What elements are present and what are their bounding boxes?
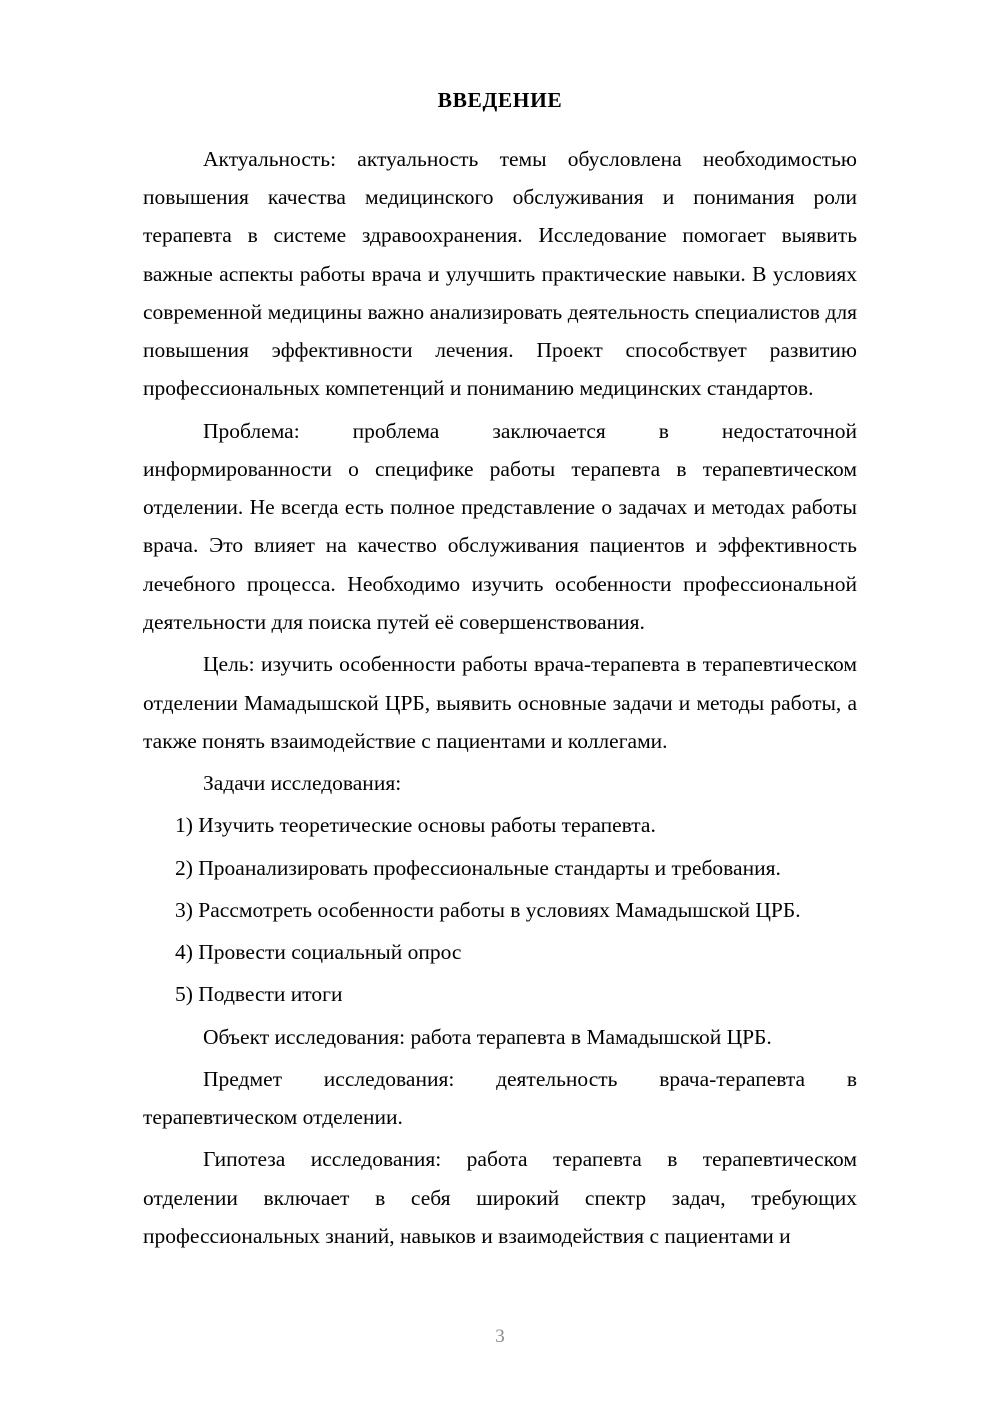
tasks-list [143,806,857,1013]
list-item: 1) Изучить теоретические основы работы терапевта. [175,813,656,838]
paragraph-goal: Цель: изучить особенности работы врача-терапевта в терапевтическом отделении Мамадышской ЦРБ, выявить основные задачи и методы работы, а также понять взаимодействие с пациентами и коллегами. [143,652,857,753]
page-title: ВВЕДЕНИЕ [437,88,563,112]
paragraph-hypothesis: Гипотеза исследования: работа терапевта в терапевтическом отделении включает в себя широкий спектр задач, требующих профессиональных знаний, навыков и взаимодействия с пациентами и [143,1147,857,1248]
page-number: 3 [495,1326,505,1347]
page-content [143,88,857,1259]
paragraph-problem: Проблема: проблема заключается в недостаточной информированности о специфике работы терапевта в терапевтическом отделении. Не всегда есть полное представление о задачах и методах работы врача. Это влияет на качество обслуживания пациентов и эффективность лечебного процесса. Необходимо изучить особенности профессиональной деятельности для поиска путей её совершенствования. [143,418,857,634]
list-item: 5) Подвести итоги [175,982,343,1007]
list-item: 2) Проанализировать профессиональные стандарты и требования. [175,855,781,880]
paragraph-relevance: Актуальность: актуальность темы обусловлена необходимостью повышения качества медицинского обслуживания и понимания роли терапевта в системе здравоохранения. Исследование помогает выявить важные аспекты работы врача и улучшить практические навыки. В условиях современной медицины важно анализировать деятельность специалистов для повышения эффективности лечения. Проект способствует развитию профессиональных компетенций и пониманию медицинских стандартов. [143,146,857,401]
tasks-heading: Задачи исследования: [203,771,402,796]
paragraph-subject: Предмет исследования: деятельность врача-терапевта в терапевтическом отделении. [143,1066,857,1130]
paragraph-object: Объект исследования: работа терапевта в Мамадышской ЦРБ. [203,1024,772,1049]
list-item: 3) Рассмотреть особенности работы в условиях Мамадышской ЦРБ. [175,897,801,922]
list-item: 4) Провести социальный опрос [175,940,462,965]
